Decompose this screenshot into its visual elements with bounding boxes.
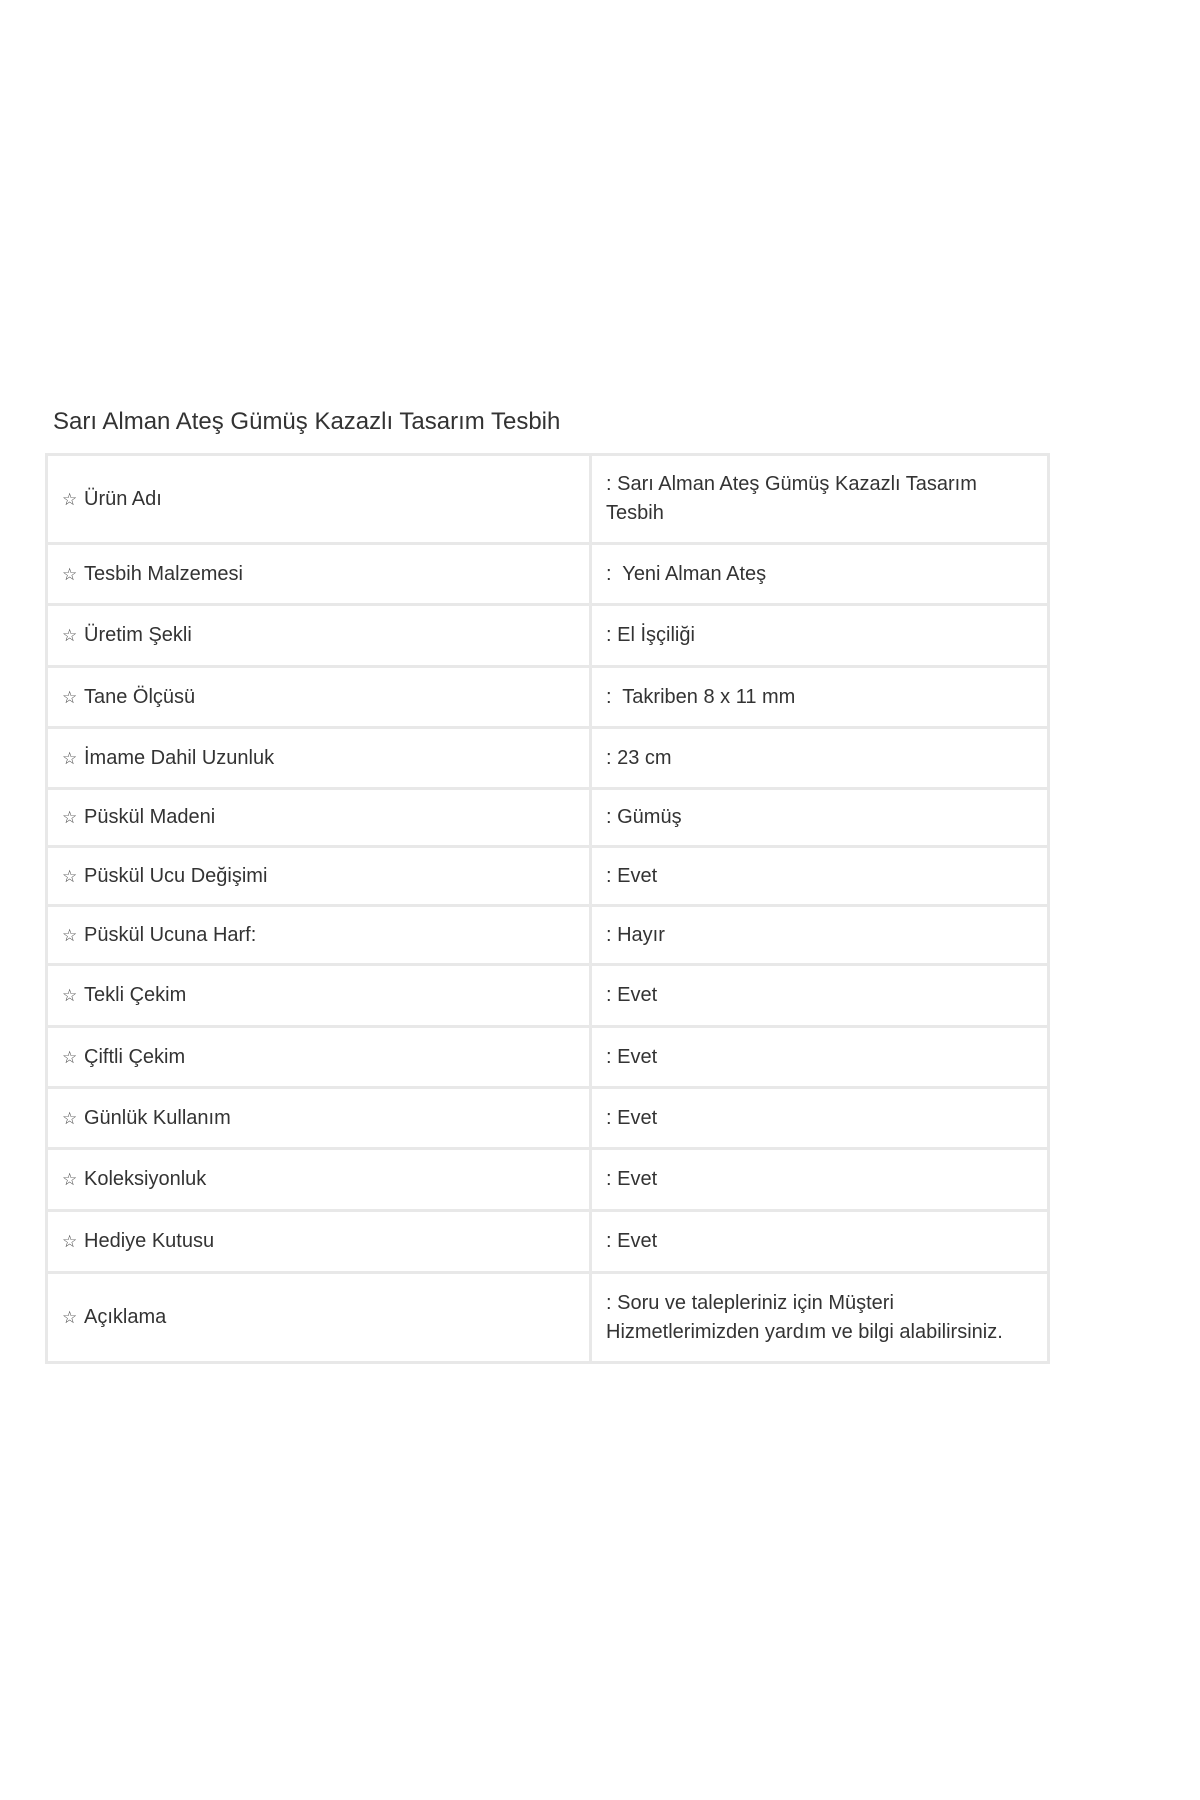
star-outline-icon: ☆ — [62, 1170, 78, 1189]
star-outline-icon: ☆ — [62, 925, 78, 945]
spec-value: : Sarı Alman Ateş Gümüş Kazazlı Tasarım Tesbih — [591, 455, 1049, 544]
spec-label-cell — [47, 1273, 591, 1363]
star-outline-icon: ☆ — [62, 687, 78, 707]
spec-row-hediye-kutusu — [47, 1211, 1049, 1273]
star-outline-icon: ☆ — [62, 564, 78, 584]
spec-row-koleksiyonluk — [47, 1149, 1049, 1211]
spec-row-puskul-madeni — [47, 789, 1049, 847]
spec-label: Püskül Ucu Değişimi — [84, 864, 268, 887]
spec-label: Günlük Kullanım — [84, 1106, 231, 1129]
spec-label: Tane Ölçüsü — [84, 685, 196, 708]
spec-row-urun-adi — [47, 455, 1049, 544]
star-outline-icon: ☆ — [62, 866, 78, 886]
spec-label-cell — [47, 1027, 591, 1088]
spec-value: : 23 cm — [591, 728, 1049, 789]
spec-label: Tekli Çekim — [84, 984, 187, 1006]
spec-value: : Evet — [591, 1088, 1049, 1149]
product-spec-table — [45, 453, 1050, 1364]
spec-label: Püskül Madeni — [84, 806, 216, 828]
spec-label: İmame Dahil Uzunluk — [84, 746, 275, 769]
spec-label: Çiftli Çekim — [84, 1045, 186, 1068]
spec-value: : Evet — [591, 965, 1049, 1027]
spec-label: Tesbih Malzemesi — [84, 562, 243, 585]
spec-value: : Takriben 8 x 11 mm — [591, 667, 1049, 728]
star-outline-icon: ☆ — [62, 1047, 78, 1067]
spec-label-cell — [47, 906, 591, 965]
spec-row-tane-olcusu — [47, 667, 1049, 728]
spec-row-aciklama — [47, 1273, 1049, 1363]
spec-label-cell — [47, 605, 591, 667]
spec-label: Koleksiyonluk — [84, 1168, 207, 1190]
spec-label-cell — [47, 965, 591, 1027]
spec-value: : Evet — [591, 1211, 1049, 1273]
spec-row-uretim-sekli — [47, 605, 1049, 667]
spec-row-tesbih-malzemesi — [47, 544, 1049, 605]
spec-label-cell — [47, 667, 591, 728]
spec-row-puskul-ucuna-harf — [47, 906, 1049, 965]
star-outline-icon: ☆ — [62, 986, 78, 1005]
spec-row-imame-dahil-uzunluk — [47, 728, 1049, 789]
spec-label: Ürün Adı — [84, 487, 162, 510]
spec-label-cell — [47, 1149, 591, 1211]
spec-value: : Evet — [591, 1027, 1049, 1088]
spec-label-cell — [47, 847, 591, 906]
spec-row-tekli-cekim — [47, 965, 1049, 1027]
star-outline-icon: ☆ — [62, 748, 78, 768]
spec-label: Üretim Şekli — [84, 624, 192, 646]
spec-value: : Soru ve talepleriniz için Müşteri Hizmetlerimizden yardım ve bilgi alabilirsiniz. — [591, 1273, 1049, 1363]
spec-row-ciftli-cekim — [47, 1027, 1049, 1088]
spec-label-cell — [47, 789, 591, 847]
spec-label: Püskül Ucuna Harf: — [84, 923, 257, 946]
star-outline-icon: ☆ — [62, 1308, 78, 1327]
spec-value: : Evet — [591, 847, 1049, 906]
spec-value: : Gümüş — [591, 789, 1049, 847]
spec-label: Açıklama — [84, 1306, 167, 1328]
spec-value: : El İşçiliği — [591, 605, 1049, 667]
spec-label-cell — [47, 455, 591, 544]
spec-value: : Evet — [591, 1149, 1049, 1211]
spec-label-cell — [47, 1211, 591, 1273]
product-title: Sarı Alman Ateş Gümüş Kazazlı Tasarım Tesbih — [53, 408, 561, 435]
spec-row-gunluk-kullanim — [47, 1088, 1049, 1149]
spec-label: Hediye Kutusu — [84, 1230, 215, 1252]
spec-value: : Yeni Alman Ateş — [591, 544, 1049, 605]
spec-label-cell — [47, 544, 591, 605]
star-outline-icon: ☆ — [62, 808, 78, 827]
star-outline-icon: ☆ — [62, 626, 78, 645]
star-outline-icon: ☆ — [62, 1232, 78, 1251]
spec-row-puskul-ucu-degisimi — [47, 847, 1049, 906]
star-outline-icon: ☆ — [62, 1108, 78, 1128]
spec-value: : Hayır — [591, 906, 1049, 965]
spec-label-cell — [47, 1088, 591, 1149]
spec-label-cell — [47, 728, 591, 789]
star-outline-icon: ☆ — [62, 489, 78, 509]
